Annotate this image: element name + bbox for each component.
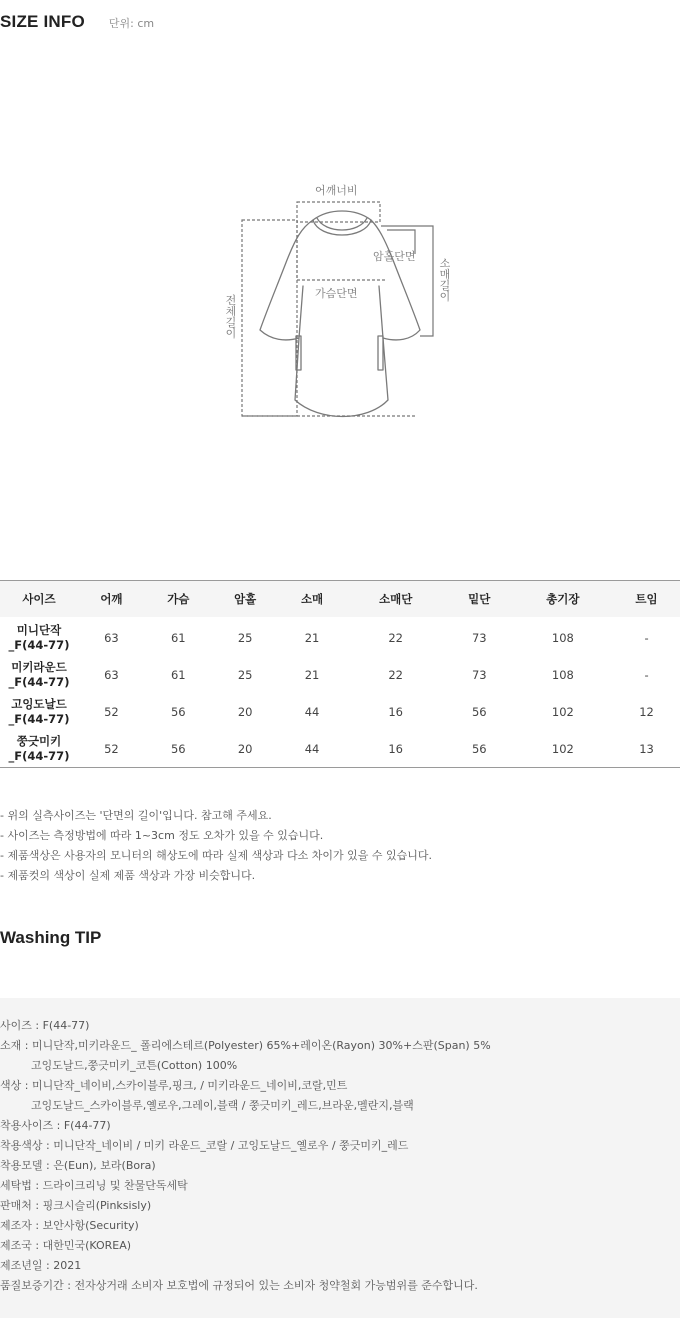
table-row — [0, 693, 680, 730]
header-chest: 가슴 — [167, 592, 190, 606]
size-name-cell: 미니단작_F(44-77) — [8, 622, 70, 652]
table-cell: - — [644, 630, 649, 645]
table-cell: 16 — [388, 704, 403, 719]
info-line: 판매처 : 핑크시슬리(Pinksisly) — [0, 1199, 152, 1212]
note-line: - 제품컷의 색상이 실제 제품 색상과 가장 비슷합니다. — [0, 869, 256, 882]
info-line: 제조자 : 보안사항(Security) — [0, 1219, 139, 1232]
note-line: - 사이즈는 측정방법에 따라 1~3cm 정도 오차가 있을 수 있습니다. — [0, 829, 324, 842]
product-info-list — [0, 1016, 491, 1296]
size-info-title: SIZE INFO — [0, 12, 85, 31]
table-cell: 21 — [304, 667, 320, 682]
table-cell: 102 — [551, 741, 574, 756]
size-notes — [0, 806, 432, 886]
table-cell: 52 — [104, 704, 119, 719]
table-cell: 20 — [237, 741, 253, 756]
note-line: - 위의 실측사이즈는 '단면의 길이'입니다. 참고해 주세요. — [0, 809, 272, 822]
header-sleeve: 소매 — [300, 592, 324, 606]
unit-label: 단위: cm — [108, 17, 155, 30]
table-cell: 102 — [551, 704, 574, 719]
chest-width-label: 가슴단면 — [315, 287, 358, 300]
table-cell: 73 — [471, 630, 487, 645]
table-cell: 20 — [237, 704, 253, 719]
header-total-length: 총기장 — [546, 592, 580, 606]
info-line: 세탁법 : 드라이크리닝 및 찬물단독세탁 — [0, 1179, 188, 1192]
info-line: 소재 : 미니단작,미키라운드_ 폴리에스테르(Polyester) 65%+레이온(Rayon) 30%+스판(Span) 5% — [0, 1039, 491, 1052]
info-line: 착용모델 : 은(Eun), 보라(Bora) — [0, 1159, 156, 1172]
table-row — [0, 730, 680, 768]
size-name-cell: 쭝긋미키_F(44-77) — [8, 733, 70, 763]
table-cell: 25 — [237, 630, 253, 645]
size-name-cell: 미키라운드_F(44-77) — [8, 659, 70, 689]
armhole-label: 암홀단면 — [373, 250, 416, 263]
info-line: 제조년일 : 2021 — [0, 1259, 82, 1272]
measurement-diagram — [215, 178, 455, 428]
header-hem: 밑단 — [468, 592, 491, 606]
table-cell: 108 — [551, 630, 574, 645]
table-cell: 61 — [170, 630, 186, 645]
shoulder-width-label: 어깨너비 — [315, 184, 358, 197]
washing-tip-title: Washing TIP — [0, 928, 102, 947]
total-length-label: 전체길이 — [225, 294, 237, 340]
table-cell: 16 — [388, 741, 403, 756]
table-row — [0, 656, 680, 693]
table-cell: 61 — [170, 667, 186, 682]
table-cell: 13 — [639, 741, 654, 756]
table-cell: 22 — [388, 630, 403, 645]
info-line: 착용색상 : 미니단작_네이비 / 미키 라운드_코랄 / 고잉도날드_옐로우 / 쭝긋미키_레드 — [0, 1139, 409, 1152]
product-info-box — [0, 998, 680, 1318]
info-line: 고잉도날드,쭝긋미키_코튼(Cotton) 100% — [31, 1059, 238, 1072]
table-cell: 56 — [471, 741, 487, 756]
table-cell: 52 — [104, 741, 119, 756]
table-row — [0, 617, 680, 656]
info-line: 제조국 : 대한민국(KOREA) — [0, 1239, 132, 1252]
header-size: 사이즈 — [22, 592, 56, 606]
table-cell: - — [644, 667, 649, 682]
table-cell: 73 — [471, 667, 487, 682]
info-line: 고잉도날드_스카이블루,옐로우,그레이,블랙 / 쭝긋미키_레드,브라운,멜란지,블랙 — [31, 1099, 414, 1112]
header-cuff: 소매단 — [379, 592, 413, 606]
info-line: 착용사이즈 : F(44-77) — [0, 1119, 111, 1132]
table-cell: 56 — [471, 704, 487, 719]
header-armhole: 암홀 — [234, 592, 257, 606]
table-header-row — [0, 581, 680, 618]
table-cell: 56 — [170, 741, 186, 756]
table-cell: 25 — [237, 667, 253, 682]
sleeve-length-label: 소매길이 — [439, 257, 451, 303]
info-line: 색상 : 미니단작_네이비,스카이블루,핑크, / 미키라운드_네이비,코랄,민트 — [0, 1079, 348, 1092]
table-cell: 22 — [388, 667, 403, 682]
table-cell: 21 — [304, 630, 320, 645]
table-cell: 63 — [104, 667, 119, 682]
table-cell: 63 — [104, 630, 119, 645]
table-cell: 108 — [551, 667, 574, 682]
note-line: - 제품색상은 사용자의 모니터의 해상도에 따라 실제 색상과 다소 차이가 있을 수 있습니다. — [0, 849, 432, 862]
header-shoulder: 어깨 — [100, 592, 123, 606]
table-cell: 44 — [304, 704, 320, 719]
size-name-cell: 고잉도날드_F(44-77) — [8, 696, 70, 726]
table-cell: 12 — [639, 704, 654, 719]
size-table — [0, 580, 680, 768]
table-cell: 56 — [170, 704, 186, 719]
size-info-header — [0, 12, 154, 32]
info-line: 품질보증기간 : 전자상거래 소비자 보호법에 규정되어 있는 소비자 청약철회 가능범위를 준수합니다. — [0, 1279, 478, 1292]
header-slit: 트임 — [635, 592, 658, 606]
garment-sketch — [215, 178, 455, 428]
table-cell: 44 — [304, 741, 320, 756]
info-line: 사이즈 : F(44-77) — [0, 1019, 90, 1032]
